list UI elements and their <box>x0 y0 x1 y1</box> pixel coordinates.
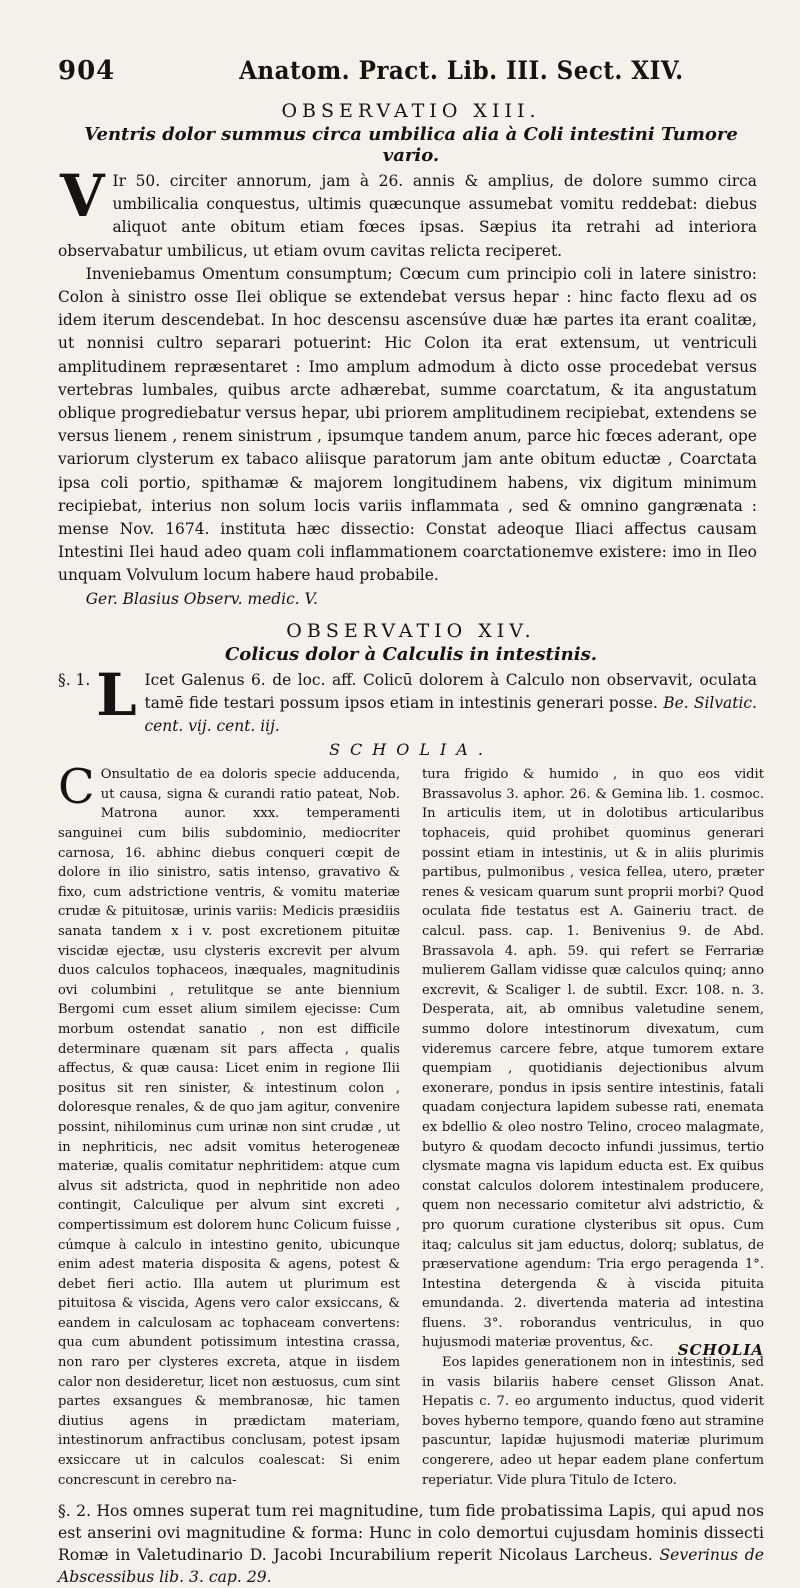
observation-14-heading: OBSERVATIO XIV. <box>286 619 536 642</box>
scholia-right-column <box>422 765 764 1490</box>
catchword: SCHOLIA <box>677 1341 764 1359</box>
scholia-left-column <box>58 759 400 1490</box>
dropcap: V <box>59 162 105 230</box>
observation-13-heading: OBSERVATIO XIII. <box>281 100 541 122</box>
observation-14-source: Be. Silvatic. cent. vij. cent. iij. <box>144 693 757 736</box>
section-2-text: §. 2. Hos omnes superat tum rei magnitudine, tum fide probatissima Lapis, qui apud nos est anserini ovi magnitudine & forma: Hunc in colo demortui cujusdam hominis dissecti Romæ in Valetudinario D. Jacobi Incurabilium reperit Nicolaus Larcheus. <box>58 1502 764 1565</box>
observation-14-title: Colicus dolor à Calculis in intestinis. <box>224 643 597 665</box>
section-2-source: Severinus de Abscessibus lib. 3. cap. 29. <box>58 1546 764 1587</box>
section-2 <box>58 1500 764 1588</box>
page-header <box>58 56 764 96</box>
dropcap: C <box>58 759 95 816</box>
scholia-left-text: Onsultatio de ea doloris specie adducenda, ut causa, signa & curandi ratio pateat, Nob. Matrona aunor. xxx. temperamenti sanguinei cum bilis subdominio, mediocriter carnosa, 16. abhinc diebus conqueri cœpit de dolore in ilio sinistro, satis intenso, gravativo & fixo, cum adstrictione ventris, & vomitu materiæ crudæ & pituitosæ, urinis variis: Medicis præsidiis sanata tandem x i v. post excretionem pituitæ viscidæ ejectæ, usu clysteris excrevit per alvum duos calculos tophaceos, inæquales, magnitudinis ovi columbini , retulitque se ante biennium Bergomi cum esset alium similem ejecisse: Cum morbum ostendat sanatio , non est difficile determinare quænam sit pars affecta , qualis affectus, & quæ causa: Licet enim in regione Ilii positus sit ren sinister, & intestinum colon , doloresque renales, & de quo jam agitur, convenire possint, nihilominus cum urinæ non sint crudæ , ut in nephriticis, nec adsit vomitus heterogeneæ materiæ, qualis comitatur nephritidem: atque cum alvus sit adstricta, quod in nephritide non adeo contingit, Calculique per alvum sint excreti , compertissimum est dolorem hunc Colicum fuisse , cúmque à calculo in intestino genito, ubicunque enim adest materia disposita & agens, potest & debet fieri actio. Illa autem ut plurimum est pituitosa & viscida, Agens vero calor exsiccans, & eandem in calculosam ac tophaceam convertens: qua cum abundent potissimum intestina crassa, non raro per clysteres excreta, atque in iisdem calor non desideretur, licet non æstuosus, cum sint partes exsangues & membranosæ, hic tamen diutius agens in prædictam materiam, intestinorum anfractibus conclusam, potest ipsam exsiccare ut in calculos coalescat: Si enim concrescunt in cerebro na- <box>58 767 400 1488</box>
scholia-heading: SCHOLIA. <box>329 740 493 760</box>
observation-13-source: Ger. Blasius Observ. medic. V. <box>85 589 318 608</box>
running-head: Anatom. Pract. Lib. III. Sect. XIV. <box>239 56 684 85</box>
observation-14-body <box>58 660 757 739</box>
observation-13-paragraph-2: Inveniebamus Omentum consumptum; Cœcum cum principio coli in latere sinistro: Colon à sinistro osse Ilei oblique se extendebat versus hepar : hinc facto flexu ad os idem iterum descendebat. In hoc descensu ascensúve duæ hæ partes ita erant coalitæ, ut nonnisi cultro separari potuerint: Hic Colon ita erat extensum, ut ventriculi amplitudinem repræsentaret : Imo amplum admodum à dicto osse procedebat versus vertebras lumbales, quibus arcte adhærebat, summe coarctatum, & ita angustatum oblique progrediebatur versus hepar, ubi priorem amplitudinem recipiebat, extendens se versus lienem , renem sinistrum , ipsumque tandem anum, parce hic fœces aderant, ope variorum clysterum ex tabaco aliisque paratorum jam ante obitum eductæ , Coarctata ipsa coli portio, spithamæ & majorem longitudinem habens, vix digitum minimum recipiebat, interius non solum locis variis inflammata , sed & omnino gangrænata : mense Nov. 1674. instituta hæc dissectio: Constat adeoque Iliaci affectus causam Intestini Ilei haud adeo quam coli inflammationem coarctationemve existere: imo in Ileo unquam Volvulum locum habere haud probabile. <box>58 264 757 585</box>
observation-14-text: Icet Galenus 6. de loc. aff. Colicū dolorem à Calculo non observavit, oculata tamē fide testari possum ipsos etiam in intestinis generari posse. <box>144 670 757 712</box>
section-mark: §. 1. <box>58 670 91 689</box>
scholia-right-text-1: tura frigido & humido , in quo eos vidit Brassavolus 3. aphor. 26. & Gemina lib. 1. cosmoc. In articulis item, ut in dolotibus articularibus tophaceis, quid prohibet quominus generari possint etiam in intestinis, ut & in aliis plurimis partibus, pulmonibus , vesica fellea, utero, præter renes & vesicam quarum sunt proprii morbi? Quod oculata fide testatus est A. Gaineriu tract. de calcul. pass. cap. 1. Benivenius 9. de Abd. Brassavola 4. aph. 59. qui refert se Ferrariæ mulierem Gallam vidisse quæ calculos quinq; anno excrevit, & Scaliger l. de subtil. Excr. 108. n. 3. Desperata, ait, ab omnibus valetudine senem, summo dolore intestinorum divexatum, cum videremus carcere febre, atque tumorem extare quempiam , quotidianis dejectionibus alvum exonerare, pondus in ipsis sentire intestinis, fatali quadam conjectura lapidem subesse rati, enemata ex bdellio & oleo nostro Telino, croceo malagmate, butyro & quodam decocto infundi jussimus, tertio clysmate magna vis lapidum educta est. Ex quibus constat calculos dolorem intestinalem producere, quem non necessario comitetur alvi adstrictio, & pro quorum curatione clysteribus sit opus. Cum itaq; calculus sit jam eductus, dolorq; sublatus, de præservatione agendum: Tria ergo peragenda 1°. Intestina detergenda & à viscida pituita emundanda. 2. divertenda materia ad intestina fluens. 3°. roborandus ventriculus, in quo hujusmodi materiæ proventus, &c. <box>422 767 764 1351</box>
page-number: 904 <box>58 56 116 86</box>
scholia-columns <box>58 759 764 1490</box>
scholia-right-text-2: Eos lapides generationem non in intestinis, sed in vasis bilariis habere censet Glisson Anat. Hepatis c. 7. eo argumento inductus, quod viderit boves hyberno tempore, quando fœno aut stramine pascuntur, lapidæ hujusmodi materiæ plurimum congerere, adeo ut hepar eadem plane confertum reperiatur. Vide plura Titulo de Ictero. <box>422 1355 764 1488</box>
observation-14-paragraph-1 <box>58 660 757 739</box>
observation-13-title: Ventris dolor summus circa umbilica alia à Coli intestini Tumore vario. <box>84 124 738 166</box>
observation-13-paragraph-1: Ir 50. circiter annorum, jam à 26. annis & amplius, de dolore summo circa umbilicalia conquestus, ultimis quæcunque assumebat vomitu reddebat: diebus aliquot ante obitum etiam fœces ipsas. Sæpius ita retrahi ad interiora observabatur umbilicus, ut etiam ovum cavitas relicta reciperet. <box>58 172 757 260</box>
dropcap: L <box>96 660 137 729</box>
observation-13-body <box>58 162 757 610</box>
